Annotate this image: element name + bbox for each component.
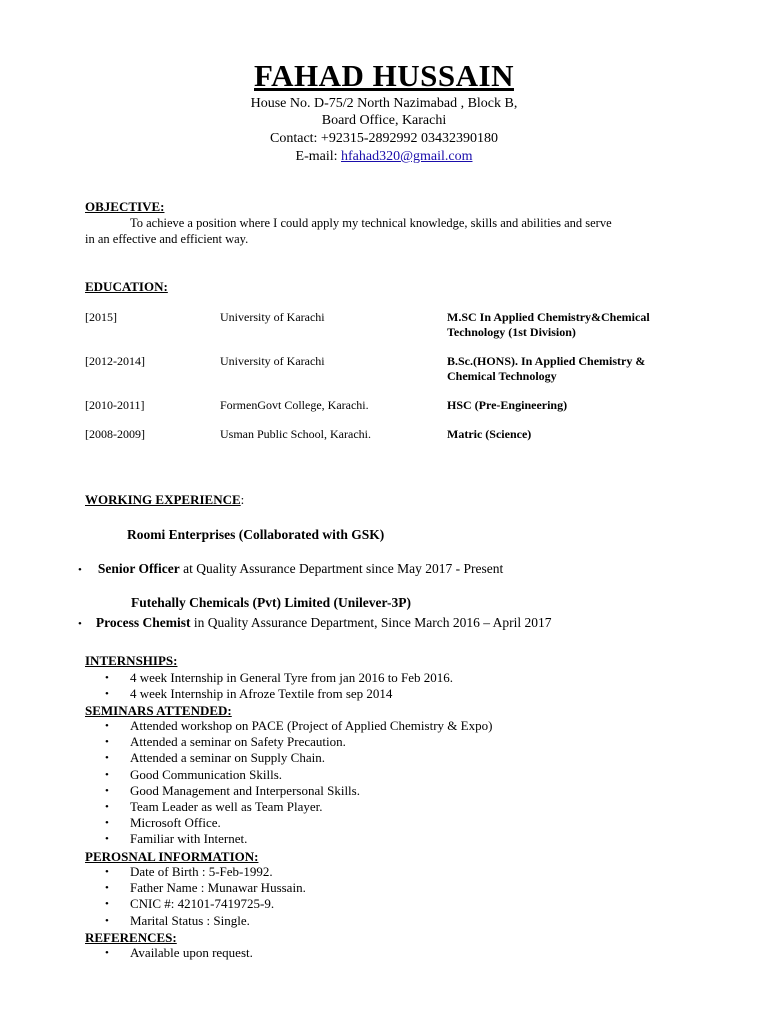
bullet-icon: •	[105, 736, 109, 749]
list-item: • Attended a seminar on Safety Precaution.	[105, 734, 346, 750]
bullet-icon: •	[105, 720, 109, 732]
job-detail: at Quality Assurance Department since May 2017 - Present	[179, 561, 504, 576]
list-item: • 4 week Internship in Afroze Textile from sep 2014	[105, 686, 393, 702]
bullet-icon: •	[78, 618, 82, 630]
edu-degree: B.Sc.(HONS). In Applied Chemistry & Chemical Technology	[447, 354, 646, 383]
edu-institution: University of Karachi	[220, 310, 325, 324]
bullet-icon: •	[105, 688, 109, 701]
list-item: • Microsoft Office.	[105, 815, 221, 831]
edu-degree: Matric (Science)	[447, 427, 532, 441]
objective-text-line-1: To achieve a position where I could apply my technical knowledge, skills and abilities and serve	[130, 216, 612, 230]
edu-year: [2012-2014]	[85, 354, 145, 368]
job-detail: in Quality Assurance Department, Since March 2016 – April 2017	[190, 615, 552, 630]
edu-year: [2015]	[85, 310, 117, 324]
experience-heading-wrap	[85, 492, 244, 508]
email-label: E-mail:	[295, 149, 342, 164]
list-item: • Marital Status : Single.	[105, 912, 250, 928]
references-list	[105, 945, 253, 961]
internships-heading: INTERNSHIPS:	[85, 653, 178, 668]
edu-year: [2008-2009]	[85, 427, 145, 441]
objective-text-line-2: in an effective and efficient way.	[85, 232, 249, 246]
email-line	[0, 149, 768, 165]
list-item: • 4 week Internship in General Tyre from jan 2016 to Feb 2016.	[105, 670, 454, 685]
edu-institution: FormenGovt College, Karachi.	[220, 398, 369, 412]
bullet-icon: •	[105, 817, 109, 830]
personal-info-list	[105, 864, 306, 929]
list-item: • Available upon request.	[105, 945, 253, 960]
list-item: • Attended a seminar on Supply Chain.	[105, 750, 325, 766]
list-item: • Attended workshop on PACE (Project of Applied Chemistry & Expo)	[105, 718, 493, 733]
edu-degree: HSC (Pre-Engineering)	[447, 398, 568, 412]
internships-list	[105, 670, 453, 702]
job-title: Senior Officer	[97, 561, 180, 576]
list-item: • Good Management and Interpersonal Skills.	[105, 782, 360, 798]
list-item: • Good Communication Skills.	[105, 766, 283, 782]
seminars-list	[105, 718, 492, 848]
bullet-icon: •	[105, 801, 109, 814]
company-name: Roomi Enterprises (Collaborated with GSK)	[127, 527, 385, 542]
seminars-heading: SEMINARS ATTENDED:	[85, 703, 232, 718]
bullet-icon: •	[105, 866, 109, 878]
personal-info-heading: PEROSNAL INFORMATION:	[85, 849, 259, 864]
edu-institution: Usman Public School, Karachi.	[220, 427, 371, 441]
company-name: Futehally Chemicals (Pvt) Limited (Unilever-3P)	[131, 595, 411, 610]
bullet-icon: •	[105, 947, 109, 959]
experience-heading: WORKING EXPERIENCE	[85, 492, 241, 507]
edu-year: [2010-2011]	[85, 398, 145, 412]
bullet-icon: •	[105, 882, 109, 895]
bullet-icon: •	[105, 898, 109, 911]
edu-degree: M.SC In Applied Chemistry&Chemical Technology (1st Division)	[447, 310, 650, 339]
list-item: • Familiar with Internet.	[105, 831, 248, 847]
list-item: • CNIC #: 42101-7419725-9.	[105, 896, 275, 912]
references-heading: REFERENCES:	[85, 930, 177, 945]
list-item: • Team Leader as well as Team Player.	[105, 799, 323, 815]
email-link[interactable]: hfahad320@gmail.com	[341, 149, 473, 164]
address-line-2: Board Office, Karachi	[321, 113, 447, 128]
job-entry	[78, 561, 503, 577]
bullet-icon: •	[105, 752, 109, 765]
edu-institution: University of Karachi	[220, 354, 325, 368]
bullet-icon: •	[105, 784, 109, 797]
bullet-icon: •	[105, 833, 109, 846]
job-entry	[78, 615, 552, 631]
education-heading: EDUCATION:	[85, 279, 168, 294]
list-item: • Father Name : Munawar Hussain.	[105, 880, 306, 896]
resume-name: FAHAD HUSSAIN	[254, 58, 514, 93]
bullet-icon: •	[105, 768, 109, 781]
list-item: • Date of Birth : 5-Feb-1992.	[105, 864, 273, 879]
bullet-icon: •	[78, 564, 82, 576]
bullet-icon: •	[105, 672, 109, 684]
objective-heading: OBJECTIVE:	[85, 199, 165, 214]
contact-line: Contact: +92315-2892992 03432390180	[270, 131, 498, 146]
address-line-1: House No. D-75/2 North Nazimabad , Block B,	[250, 96, 518, 111]
job-title: Process Chemist	[95, 615, 191, 630]
experience-heading-colon: :	[240, 492, 245, 507]
bullet-icon: •	[105, 914, 109, 927]
